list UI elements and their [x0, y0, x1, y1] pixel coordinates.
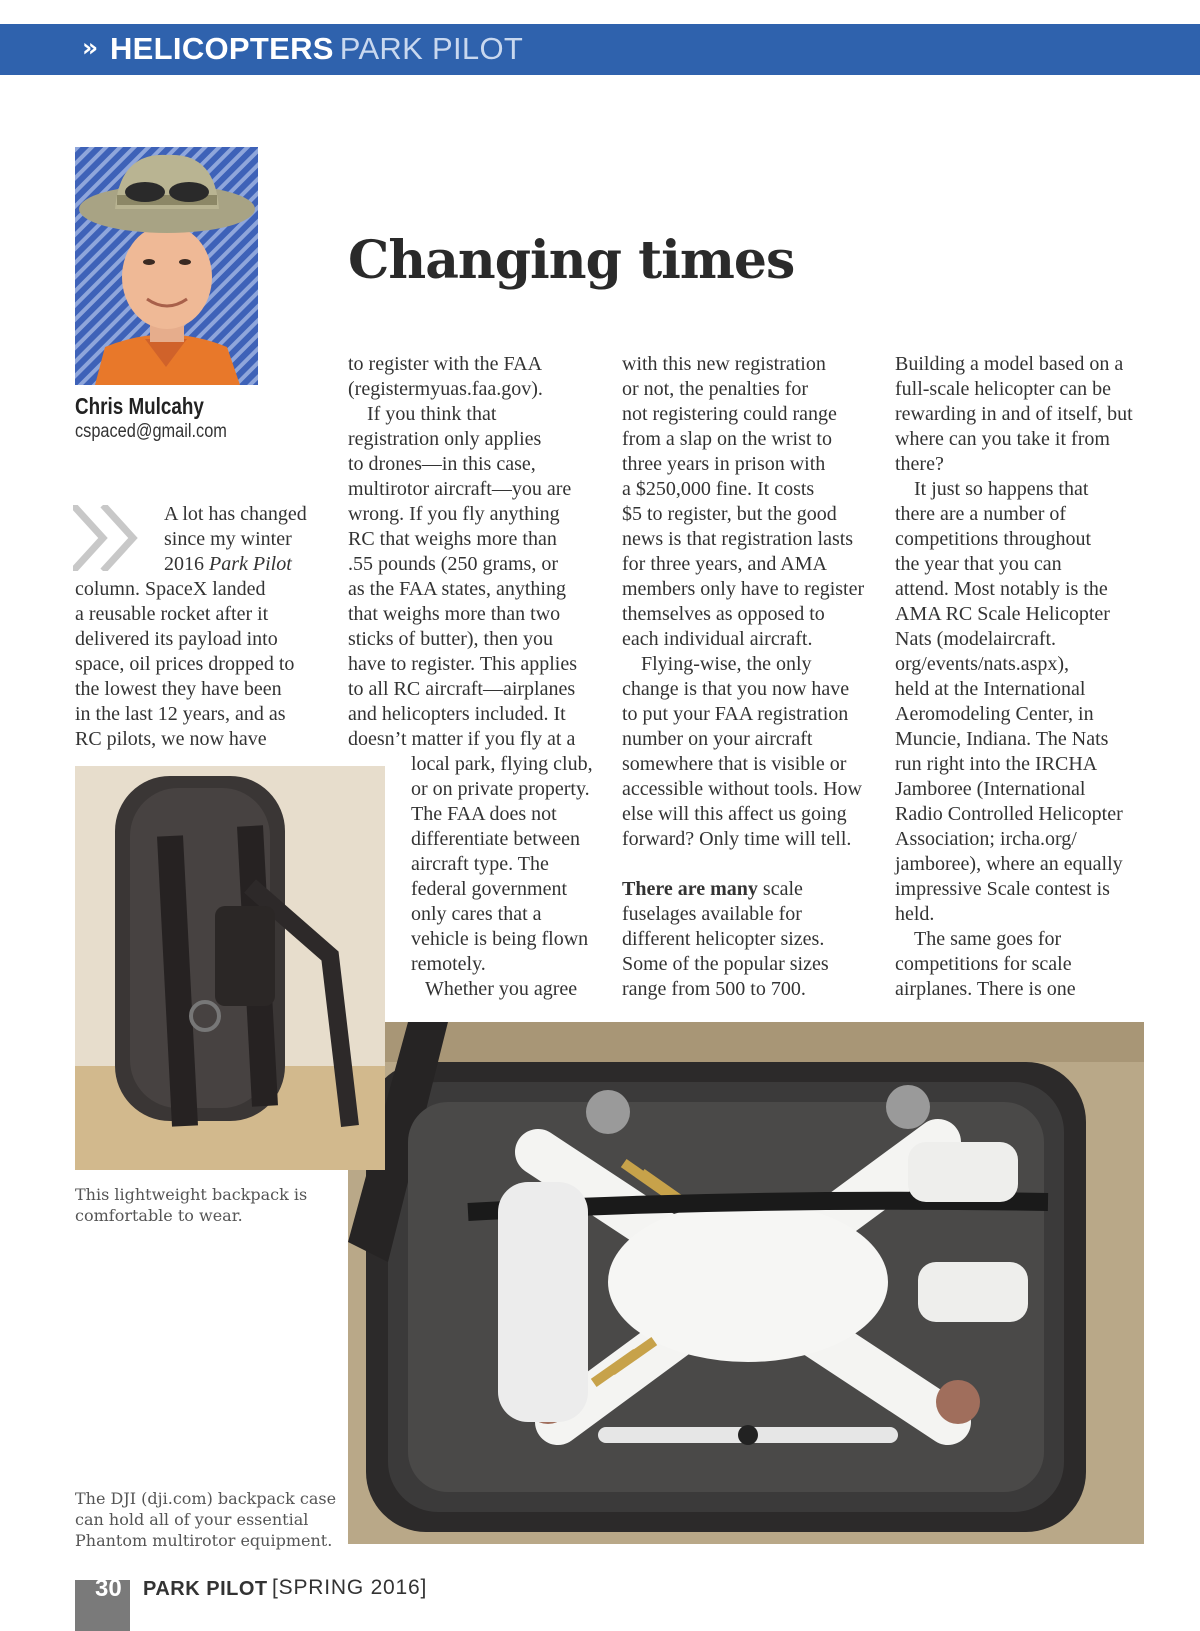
text-line: .55 pounds (250 grams, or [348, 553, 558, 575]
lead-in-bold: There are many [622, 878, 758, 900]
text-line: differentiate between [411, 828, 580, 850]
text-line: jamboree), where an equally [895, 853, 1123, 875]
footer-magazine-name: PARK PILOT [143, 1578, 268, 1600]
text-line: Radio Controlled Helicopter [895, 803, 1123, 825]
text-line [75, 552, 320, 577]
text-line: there are a number of [895, 503, 1067, 525]
text-line: held. [895, 903, 935, 925]
backpack-photo [75, 766, 385, 1170]
text-line: held at the International [895, 678, 1086, 700]
author-name: Chris Mulcahy [75, 393, 204, 419]
text-line: run right into the IRCHA [895, 753, 1098, 775]
text-line: Muncie, Indiana. The Nats [895, 728, 1109, 750]
text-line: registration only applies [348, 428, 542, 450]
magazine-title-italic: Park Pilot [209, 553, 292, 575]
text-line: federal government [411, 878, 568, 900]
article-column-2 [348, 352, 598, 1002]
text-line: The same goes for [914, 928, 1062, 950]
text-line: or on private property. [411, 778, 590, 800]
text-line: AMA RC Scale Helicopter [895, 603, 1110, 625]
text-line: RC pilots, we now have [75, 728, 267, 750]
text-line: full-scale helicopter can be [895, 378, 1111, 400]
text-line[interactable]: Nats (modelaircraft. [895, 628, 1057, 650]
author-photo [75, 147, 258, 385]
text-line: that weighs more than two [348, 603, 561, 625]
text-line: number on your aircraft [622, 728, 813, 750]
text-line: only cares that a [411, 903, 542, 925]
text-line: the lowest they have been [75, 678, 282, 700]
author-email[interactable]: cspaced@gmail.com [75, 421, 227, 442]
text-line: from a slap on the wrist to [622, 428, 832, 450]
text-line: or not, the penalties for [622, 378, 809, 400]
text-line: have to register. This applies [348, 653, 578, 675]
text-line: there? [895, 453, 944, 475]
text-line: column. SpaceX landed [75, 578, 266, 600]
article-column-1 [75, 502, 320, 752]
text-line: Building a model based on a [895, 353, 1124, 375]
text-line: different helicopter sizes. [622, 928, 825, 950]
text-line: vehicle is being flown [411, 928, 589, 950]
text-line: to register with the FAA [348, 353, 543, 375]
text-line: It just so happens that [914, 478, 1089, 500]
article-headline: Changing times [348, 230, 795, 291]
text-line: as the FAA states, anything [348, 578, 566, 600]
text-line: attend. Most notably is the [895, 578, 1108, 600]
drone-case-photo [348, 1022, 1144, 1544]
text-line: to drones—in this case, [348, 453, 536, 475]
text-line: The FAA does not [411, 803, 557, 825]
text-line: not registering could range [622, 403, 837, 425]
text-line: impressive Scale contest is [895, 878, 1110, 900]
text-line: space, oil prices dropped to [75, 653, 295, 675]
text-line: themselves as opposed to [622, 603, 825, 625]
text-line: RC that weighs more than [348, 528, 557, 550]
backpack-caption: This lightweight backpack is comfortable to wear. [75, 1185, 308, 1225]
text-line: each individual aircraft. [622, 628, 813, 650]
text-line: Aeromodeling Center, in [895, 703, 1094, 725]
text-line[interactable]: (registermyuas.faa.gov). [348, 378, 543, 400]
section-header-bar [0, 24, 1200, 75]
text-line: a $250,000 fine. It costs [622, 478, 815, 500]
text-line: members only have to register [622, 578, 865, 600]
text-line: A lot has changed [164, 503, 307, 525]
text-line: rewarding in and of itself, but [895, 403, 1133, 425]
text-line: in the last 12 years, and as [75, 703, 286, 725]
text-span: 2016 [164, 553, 209, 575]
text-line: If you think that [367, 403, 497, 425]
text-line: three years in prison with [622, 453, 826, 475]
text-line [622, 877, 877, 902]
text-line: to put your FAA registration [622, 703, 849, 725]
section-name: HELICOPTERS [110, 31, 334, 66]
text-line: and helicopters included. It [348, 703, 566, 725]
text-line[interactable]: org/events/nats.aspx), [895, 653, 1070, 675]
text-line[interactable]: Association; ircha.org/ [895, 828, 1077, 850]
text-line: $5 to register, but the good [622, 503, 837, 525]
text-line: airplanes. There is one [895, 978, 1076, 1000]
text-line: remotely. [411, 953, 486, 975]
article-column-3 [622, 352, 877, 1002]
publication-name: PARK PILOT [339, 31, 524, 66]
article-column-4 [895, 352, 1145, 1002]
text-line: accessible without tools. How [622, 778, 862, 800]
text-line: wrong. If you fly anything [348, 503, 560, 525]
text-line: delivered its payload into [75, 628, 278, 650]
text-line: local park, flying club, [411, 753, 593, 775]
text-line: sticks of butter), then you [348, 628, 553, 650]
text-line: somewhere that is visible or [622, 753, 847, 775]
text-line: where can you take it from [895, 428, 1110, 450]
footer-issue: [SPRING 2016] [272, 1576, 428, 1599]
double-chevron-icon: » [82, 33, 99, 62]
text-line: Some of the popular sizes [622, 953, 829, 975]
text-line: with this new registration [622, 353, 826, 375]
text-line: aircraft type. The [411, 853, 549, 875]
text-line: news is that registration lasts [622, 528, 854, 550]
text-line: Flying-wise, the only [641, 653, 812, 675]
text-line: fuselages available for [622, 903, 802, 925]
text-line: competitions throughout [895, 528, 1092, 550]
text-line: to all RC aircraft—airplanes [348, 678, 576, 700]
text-line: else will this affect us going [622, 803, 847, 825]
text-line: for three years, and AMA [622, 553, 827, 575]
text-line: Jamboree (International [895, 778, 1086, 800]
text-line: since my winter [164, 528, 292, 550]
text-line: multirotor aircraft—you are [348, 478, 572, 500]
text-line: change is that you now have [622, 678, 850, 700]
section-title [110, 31, 523, 67]
text-line: forward? Only time will tell. [622, 828, 852, 850]
text-line: competitions for scale [895, 953, 1072, 975]
text-line: a reusable rocket after it [75, 603, 269, 625]
text-line: the year that you can [895, 553, 1062, 575]
text-line: doesn’t matter if you fly at a [348, 728, 576, 750]
text-line: range from 500 to 700. [622, 978, 806, 1000]
page-number: 30 [95, 1575, 122, 1602]
drone-case-caption: The DJI (dji.com) backpack case can hold all of your essential Phantom multirotor equipment. [75, 1489, 337, 1550]
text-span: scale [757, 878, 803, 900]
text-line: Whether you agree [425, 978, 578, 1000]
